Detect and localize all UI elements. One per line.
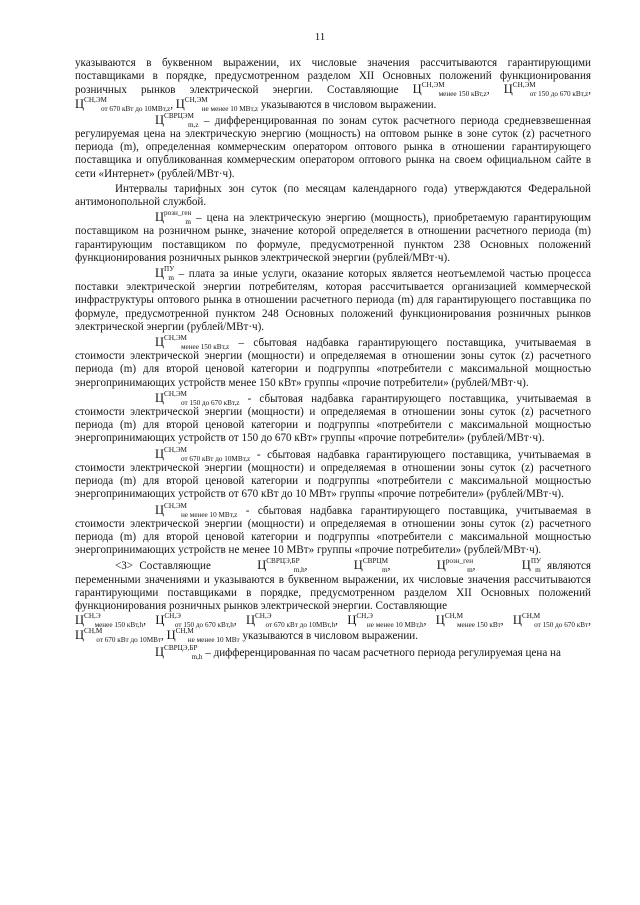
- intro-end-text: указываются в числовом выражении.: [260, 98, 437, 111]
- page-number: 11: [314, 31, 326, 43]
- definition-svrcem: [75, 111, 591, 181]
- paragraph-intro: [75, 57, 591, 112]
- paragraph-note-3: <3> Составляющие $Ц^{СВРЦЭ,БР}_{m,h}$, $Ц^{СВРЦМ}_m$, $Ц^{розн\_ген}_m$, $Ц^{ПУ}_m$ являются переменными значениями и указываются в буквенном выражении, их числовые значения рассчитываются гарантирующими поставщиками в порядке, предусмотренном разделом XII Основных положений функционирования розничных рынков электрической энергии. Составляющие: [75, 557, 592, 612]
- definition-text: - сбытовая надбавка гарантирующего поставщика, учитываемая в стоимости электрической энергии (мощности) и определяемая в отношении зоны суток (z) расчетного периода (m) для второй ценовой категории и подгруппы «потребители с максимальной мощностью энергопринимающих устройств не менее 10 МВт» группы «прочие потребители» (рублей/МВт·ч).: [75, 504, 592, 557]
- formula-symbol: $Ц^{СН,М}_{менее 150 кВт}$: [435, 612, 501, 630]
- formula-symbol: $Ц^{СН,Э}_{менее 150 кВт,h}$: [75, 612, 144, 630]
- note-text: являются переменными значениями и указываются в буквенном выражении, их числовые значения рассчитываются гарантирующими поставщиками в порядке, предусмотренном разделом XII Основных положений функционирования розничных рынков электрической энергии. Составляющие: [75, 560, 592, 612]
- formula-symbol: $Ц^{ПУ}_m$: [155, 265, 175, 283]
- symbol-list-2: $Ц^{СН,Э}_{менее 150 кВт,h}$, $Ц^{СН,Э}_{от 150 до 670 кВт,h}$, $Ц^{СН,Э}_{от 670 кВт до 10МВт,h}$, $Ц^{СН,Э}_{не менее 10 МВт,h}$, $Ц^{СН,М}_{менее 150 кВт}$, $Ц^{СН,М}_{от 150 до 670 кВт}$, $Ц^{СН,М}_{от 670 кВт до 10МВт}$, $Ц^{СН,М}_{не менее 10 МВт}$ указываются в числовом выражении.: [75, 612, 591, 645]
- definition-svrce-br: [75, 646, 591, 660]
- formula-symbol: $Ц^{СВРЦМ}_m$: [353, 557, 388, 575]
- note-end-text: указываются в числовом выражении.: [242, 630, 418, 643]
- formula-symbol: $Ц^{розн\_ген}_m$: [155, 209, 192, 227]
- formula-symbol: $Ц^{СН,М}_{от 670 кВт до 10МВт}$: [75, 627, 162, 645]
- formula-symbol: $Ц^{СН,М}_{не менее 10 МВт}$: [166, 627, 240, 645]
- formula-symbol: $Ц^{СВРЦЭ,БР}_{m,h}$: [257, 557, 305, 575]
- definition-sn-670-10mw: [75, 445, 592, 502]
- formula-symbol: $Ц^{СН,Э}_{не менее 10 МВт,h}$: [347, 612, 424, 630]
- definition-sn-under-150: [75, 336, 591, 390]
- definition-pu: [75, 267, 591, 334]
- definition-text: – сбытовая надбавка гарантирующего поставщика, учитываемая в стоимости электрической энергии (мощности) и определяемая в отношении зоны суток (z) расчетного периода (m) для второй ценовой категории и подгруппы «потребители с максимальной мощностью энергопринимающих устройств менее 150 кВт» группы «прочие потребители» (рублей/МВт·ч).: [75, 337, 591, 389]
- formula-symbol: $Ц^{розн\_ген}_m$: [436, 557, 474, 575]
- formula-symbol: $Ц^{СВРЦЭМ}_{m,z}$: [155, 111, 199, 129]
- note-lead: <3> Составляющие: [115, 560, 211, 573]
- definition-text: – цена на электрическую энергию (мощность), приобретаемую гарантирующим поставщиком на розничном рынке, значение которой определяется в отношении расчетного периода (m) гарантирующим поставщиком по формуле, предусмотренной пунктом 238 Основных положений функционирования розничных рынков электрической энергии (рублей/МВт·ч).: [75, 212, 591, 264]
- formula-symbol: $Ц^{СН,ЭМ}_{не менее 10 МВт,z}$: [175, 95, 259, 113]
- definition-text: - сбытовая надбавка гарантирующего поставщика, учитываемая в стоимости электрической энергии (мощности) и определяемая в отношении зоны суток (z) расчетного периода (m) для второй ценовой категории и подгруппы «потребители с максимальной мощностью энергопринимающих устройств от 670 кВт до 10 МВт» группы «прочие потребители» (рублей/МВт·ч).: [75, 448, 592, 501]
- definition-text: – дифференцированная по зонам суток расчетного периода средневзвешенная регулируемая цена на электрическую энергию (мощность) на оптовом рынке в зоне суток (z) расчетного периода (m), определенная коммерческим оператором оптового рынка в отношении гарантирующего поставщика и опубликованная коммерческим оператором оптового рынка на своем официальном сайте в сети «Интернет» (рублей/МВт·ч).: [75, 114, 591, 180]
- document-body: [75, 57, 591, 660]
- formula-symbol: $Ц^{ПУ}_m$: [521, 557, 542, 575]
- formula-symbol: $Ц^{СН,Э}_{от 670 кВт до 10МВт,h}$: [245, 612, 336, 630]
- symbol-list-1: $Ц^{СН,ЭМ}_{менее 150 кВт,z}$, $Ц^{СН,ЭМ}_{от 150 до 670 кВт,z}$, $Ц^{СН,ЭМ}_{от 670 кВт до 10МВт,z}$, $Ц^{СН,ЭМ}_{не менее 10 МВт,z}$: [75, 81, 591, 113]
- definition-text: - сбытовая надбавка гарантирующего поставщика, учитываемая в стоимости электрической энергии (мощности) и определяемая в отношении зоны суток (z) расчетного периода (m) для второй ценовой категории и подгруппы «потребители с максимальной мощностью энергопринимающих устройств от 150 до 670 кВт» группы «прочие потребители» (рублей/МВт·ч).: [75, 392, 591, 445]
- formula-symbol: $Ц^{СН,Э}_{от 150 до 670 кВт,h}$: [155, 612, 234, 630]
- formula-symbol: $Ц^{СВРЦЭ,БР}_{m,h}$: [155, 644, 203, 662]
- definition-text: – дифференцированная по часам расчетного периода регулируемая цена на: [205, 647, 561, 660]
- formula-symbol: $Ц^{СН,ЭМ}_{менее 150 кВт,z}$: [155, 334, 230, 352]
- formula-symbol: $Ц^{СН,М}_{от 150 до 670 кВт}$: [512, 612, 589, 630]
- definition-text: – плата за иные услуги, оказание которых является неотъемлемой частью процесса поставки электрической энергии потребителям, которая рассчитывается организацией коммерческой инфраструктуры оптового рынка в отношении расчетного периода (m) для гарантирующего поставщика по формуле, предусмотренной пунктом 248 Основных положений функционирования розничных рынков электрической энергии (рублей/МВт·ч).: [75, 268, 591, 333]
- formula-symbol: $Ц^{СН,ЭМ}_{менее 150 кВт,z}$: [412, 81, 487, 99]
- formula-symbol: $Ц^{СН,ЭМ}_{от 670 кВт до 10МВт,z}$: [155, 445, 251, 463]
- intro-text: указываются в буквенном выражении, их числовые значения рассчитываются гарантирующими поставщиками в порядке, предусмотренном разделом XII Основных положений функционирования розничных рынков электрической энергии. Составляющие: [75, 57, 591, 97]
- formula-symbol: $Ц^{СН,ЭМ}_{от 150 до 670 кВт,z}$: [503, 81, 589, 99]
- definition-sn-150-670: [75, 389, 591, 446]
- formula-symbol: $Ц^{СН,ЭМ}_{от 670 кВт до 10МВт,z}$: [75, 95, 171, 113]
- definition-rozn-gen: [75, 211, 591, 265]
- formula-symbol: $Ц^{СН,ЭМ}_{от 150 до 670 кВт,z}$: [155, 389, 240, 407]
- definition-sn-over-10mw: [75, 501, 592, 558]
- formula-symbol: $Ц^{СН,ЭМ}_{не менее 10 МВт,z}$: [155, 501, 238, 519]
- paragraph-intervals: Интервалы тарифных зон суток (по месяцам календарного года) утверждаются Федеральной антимонопольной службой.: [75, 182, 591, 209]
